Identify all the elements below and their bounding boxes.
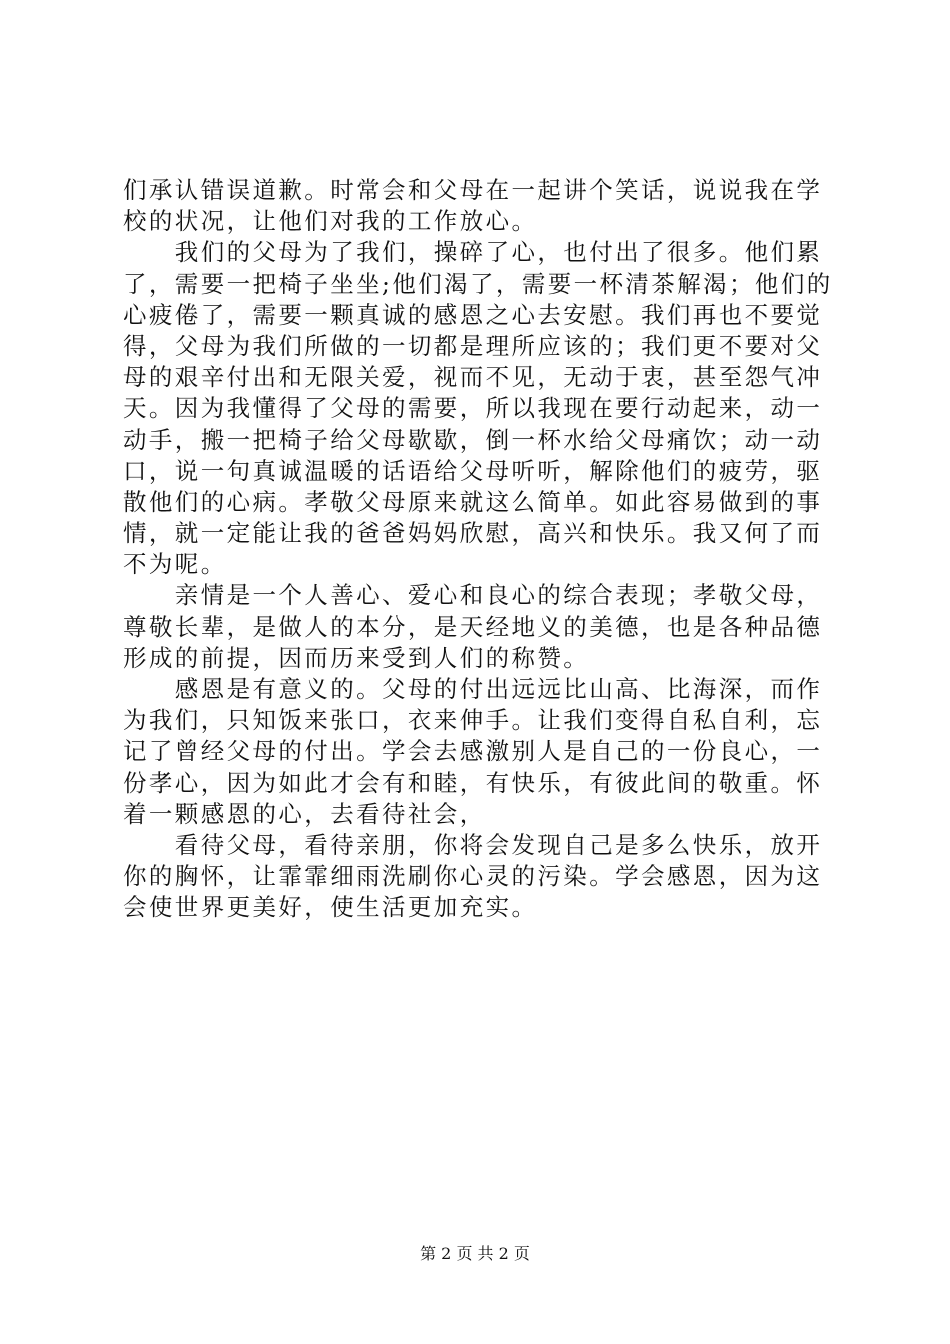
page-number-footer: 第 2 页 共 2 页 — [420, 1244, 530, 1263]
text-line: 尊敬长辈，是做人的本分，是天经地义的美德，也是各种品德 — [123, 612, 823, 641]
text-line: 会使世界更美好，使生活更加充实。 — [123, 893, 538, 922]
text-line: 口，说一句真诚温暖的话语给父母听听，解除他们的疲劳，驱 — [123, 456, 823, 485]
text-line: 我们的父母为了我们，操碎了心，也付出了很多。他们累 — [123, 238, 823, 267]
text-line: 着一颗感恩的心，去看待社会， — [123, 799, 486, 828]
text-line: 们承认错误道歉。时常会和父母在一起讲个笑话，说说我在学 — [123, 176, 823, 204]
body-text — [123, 175, 843, 924]
text-line: 母的艰辛付出和无限关爱，视而不见，无动于衷，甚至怨气冲 — [123, 363, 823, 392]
text-line: 份孝心，因为如此才会有和睦，有快乐，有彼此间的敬重。怀 — [123, 768, 823, 797]
text-line: 亲情是一个人善心、爱心和良心的综合表现；孝敬父母， — [123, 581, 823, 610]
text-line: 为我们，只知饭来张口，衣来伸手。让我们变得自私自利，忘 — [123, 706, 823, 735]
text-line: 感恩是有意义的。父母的付出远远比山高、比海深，而作 — [123, 675, 823, 703]
text-line: 散他们的心病。孝敬父母原来就这么简单。如此容易做到的事 — [123, 487, 823, 516]
text-line: 记了曾经父母的付出。学会去感激别人是自己的一份良心，一 — [123, 737, 823, 766]
text-line: 校的状况，让他们对我的工作放心。 — [123, 207, 538, 236]
text-line: 情，就一定能让我的爸爸妈妈欣慰，高兴和快乐。我又何了而 — [123, 519, 823, 548]
text-line: 形成的前提，因而历来受到人们的称赞。 — [123, 643, 590, 672]
text-line: 心疲倦了，需要一颗真诚的感恩之心去安慰。我们再也不要觉 — [123, 300, 823, 329]
text-line: 天。因为我懂得了父母的需要，所以我现在要行动起来，动一 — [123, 394, 823, 423]
text-line: 不为呢。 — [123, 550, 227, 579]
text-line: 看待父母，看待亲朋，你将会发现自己是多么快乐，放开 — [123, 830, 823, 859]
text-line: 你的胸怀，让霏霏细雨洗刷你心灵的污染。学会感恩，因为这 — [123, 862, 823, 891]
text-line: 得，父母为我们所做的一切都是理所应该的；我们更不要对父 — [123, 331, 823, 360]
text-line: 动手，搬一把椅子给父母歇歇，倒一杯水给父母痛饮；动一动 — [123, 425, 823, 454]
text-line: 了，需要一把椅子坐坐;他们渴了，需要一杯清茶解渴；他们的 — [123, 269, 833, 298]
